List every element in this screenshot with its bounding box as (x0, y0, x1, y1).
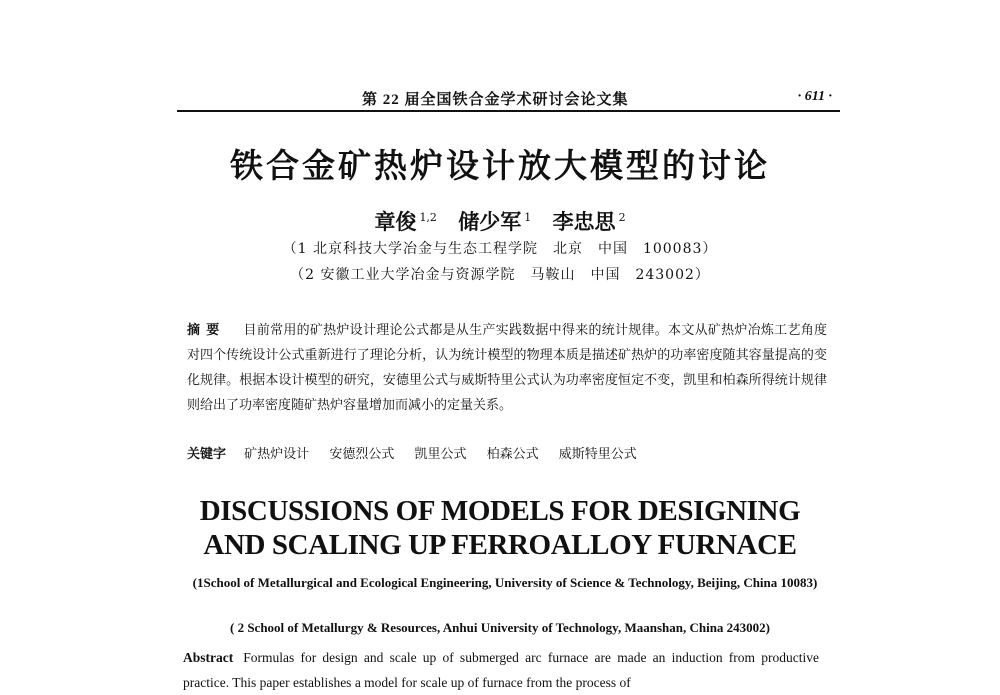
abstract-cn-text: 目前常用的矿热炉设计理论公式都是从生产实践数据中得来的统计规律。本文从矿热炉冶炼工艺角度对四个传统设计公式重新进行了理论分析，认为统计模型的物理本质是描述矿热炉的功率密度随其容量提高的变化规律。根据本设计模型的研究，安德里公式与威斯特里公式认为功率密度恒定不变，凯里和柏森所得统计规律则给出了功率密度随矿热炉容量增加而减小的定量关系。 (187, 323, 827, 413)
author-affiliation-mark: 1 (524, 211, 532, 224)
journal-title: 第 22 届全国铁合金学术研讨会论文集 (362, 92, 629, 108)
abstract-cn-label: 摘要 (187, 323, 226, 338)
page-number: · 611 · (797, 89, 832, 104)
affiliation-cn-2: （2 安徽工业大学冶金与资源学院 马鞍山 中国 243002） (290, 267, 710, 283)
paper-title-cn: 铁合金矿热炉设计放大模型的讨论 (230, 146, 770, 185)
keywords-cn-label: 关键字 (187, 447, 227, 462)
header-rule (177, 110, 840, 112)
paper-title-en-line-1: DISCUSSIONS OF MODELS FOR DESIGNING (199, 495, 801, 527)
author-3 (553, 209, 626, 234)
author-affiliation-mark: 2 (618, 211, 626, 224)
keyword: 安德烈公式 (329, 447, 395, 462)
running-header (177, 86, 840, 108)
abstract-en-text: Formulas for design and scale up of submerged arc furnace are made an induction from productive practice. This paper establishes a model for scale up of furnace from the process of (183, 650, 819, 690)
affiliation-en-1: (1School of Metallurgical and Ecological Engineering, University of Science & Technology, Beijing, China 10083) (192, 575, 818, 590)
author-name: 章俊 (374, 209, 417, 234)
author-name: 李忠思 (552, 209, 616, 234)
keywords-cn (187, 443, 827, 462)
author-1 (374, 209, 437, 234)
abstract-en-label: Abstract (183, 650, 234, 665)
keyword: 柏森公式 (486, 447, 539, 462)
author-name: 储少军 (458, 209, 522, 234)
keyword: 凯里公式 (414, 447, 467, 462)
affiliation-cn-1: （1 北京科技大学冶金与生态工程学院 北京 中国 100083） (282, 241, 718, 257)
affiliation-en-2: ( 2 School of Metallurgy & Resources, Anhui University of Technology, Maanshan, China 243002) (229, 620, 771, 635)
author-2 (458, 209, 531, 234)
paper-title-en-line-2: AND SCALING UP FERROALLOY FURNACE (203, 529, 797, 561)
author-list (0, 206, 1000, 236)
author-affiliation-mark: 1,2 (419, 211, 437, 224)
keyword: 威斯特里公式 (558, 447, 637, 462)
keyword: 矿热炉设计 (244, 447, 310, 462)
abstract-cn (187, 318, 827, 418)
paper-title-en (0, 494, 1000, 562)
abstract-en (183, 645, 819, 695)
